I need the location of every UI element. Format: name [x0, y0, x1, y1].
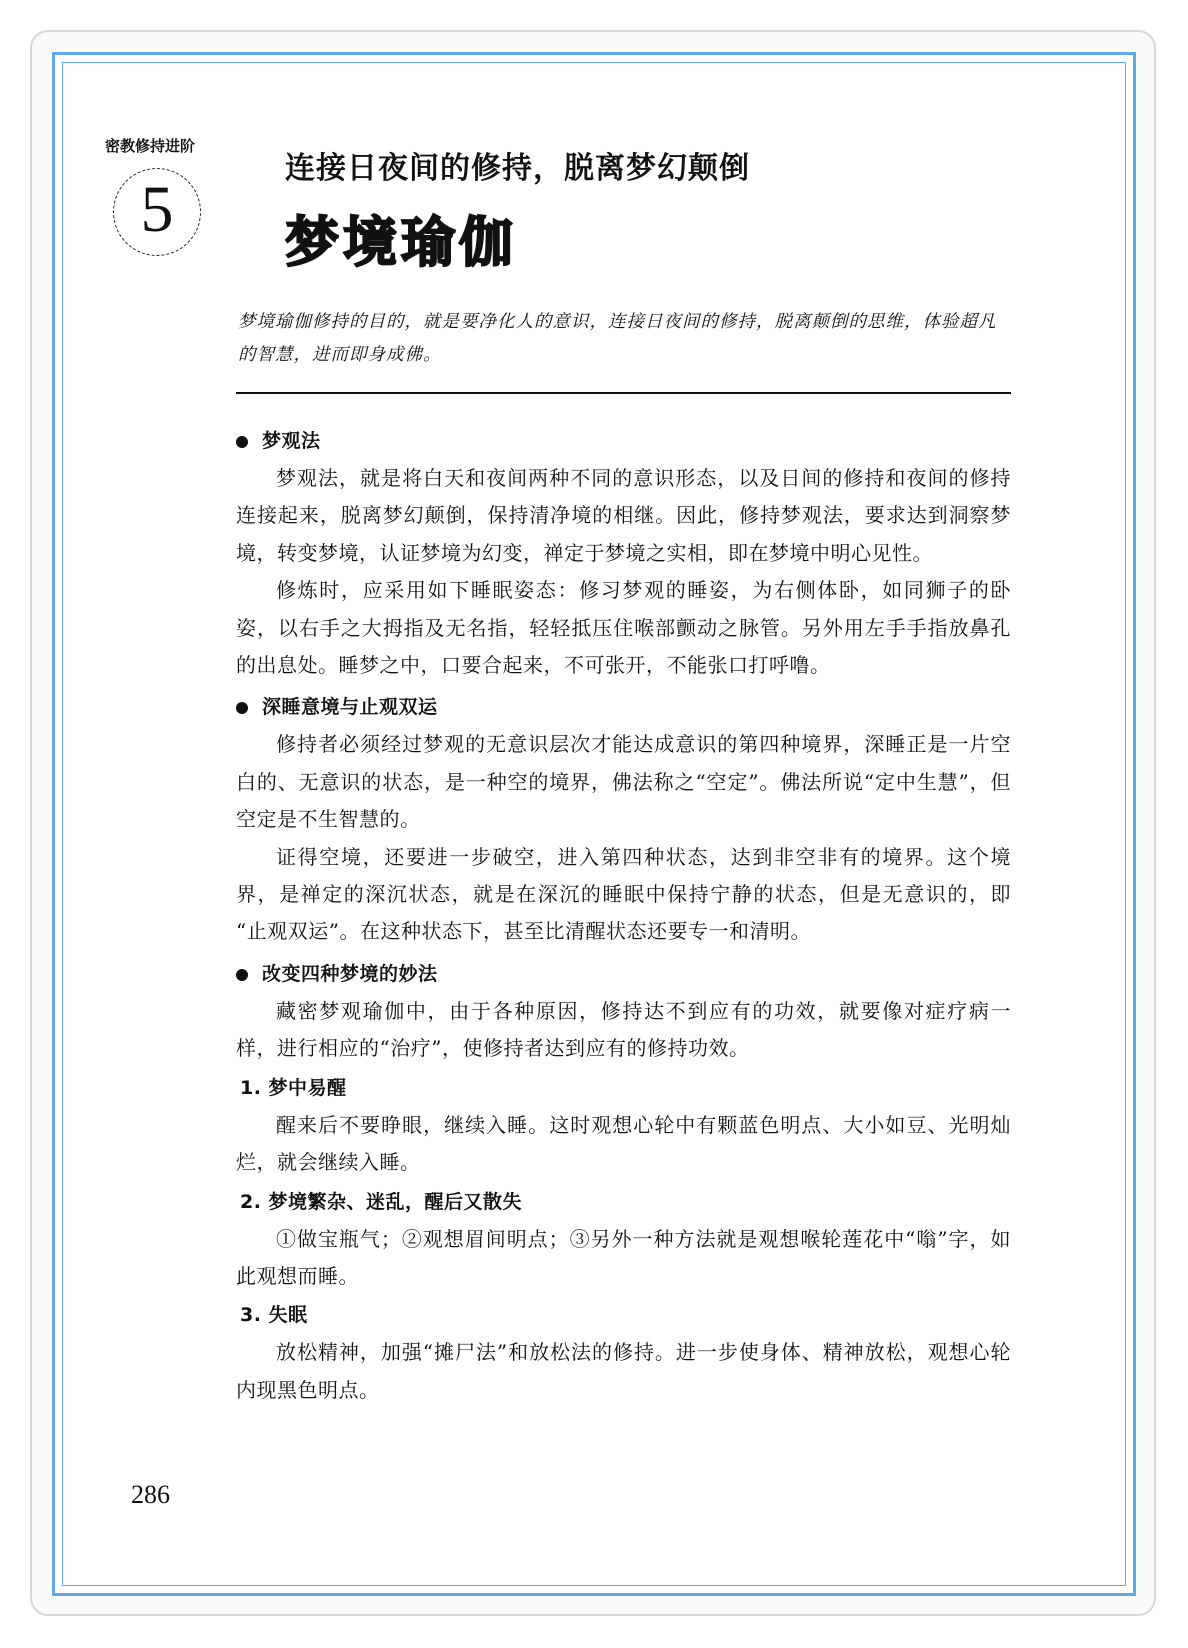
chapter-subtitle: 连接日夜间的修持，脱离梦幻颠倒 [285, 151, 750, 186]
numbered-heading: 1. 梦中易醒 [240, 1076, 347, 1099]
body-paragraph: 修持者必须经过梦观的无意识层次才能达成意识的第四种境界，深睡正是一片空白的、无意识的状态，是一种空的境界，佛法称之“空定”。佛法所说“定中生慧”，但空定是不生智慧的。 [236, 732, 1011, 832]
header-divider [236, 392, 1011, 394]
numbered-heading: 3. 失眠 [240, 1304, 308, 1327]
section-heading-text: 梦观法 [262, 430, 321, 452]
series-label: 密教修持进阶 [105, 137, 196, 155]
section-heading [236, 955, 1011, 993]
bullet-icon [236, 969, 248, 981]
bullet-icon [236, 436, 248, 448]
bullet-icon [236, 702, 248, 714]
numbered-heading: 2. 梦境繁杂、迷乱，醒后又散失 [240, 1190, 523, 1213]
chapter-number-badge [113, 168, 201, 256]
section-heading-text: 改变四种梦境的妙法 [262, 962, 438, 985]
chapter-number: 5 [140, 173, 174, 246]
body-paragraph: 藏密梦观瑜伽中，由于各种原因，修持达不到应有的功效，就要像对症疗病一样，进行相应的“治疗”，使修持者达到应有的修持功效。 [236, 998, 1011, 1061]
body-paragraph: ①做宝瓶气；②观想眉间明点；③另外一种方法就是观想喉轮莲花中“嗡”字，如此观想而睡。 [236, 1226, 1011, 1288]
section-heading [236, 422, 1011, 460]
body-paragraph: 醒来后不要睁眼，继续入睡。这时观想心轮中有颗蓝色明点、大小如豆、光明灿烂，就会继续入睡。 [236, 1112, 1011, 1175]
chapter-title: 梦境瑜伽 [285, 211, 517, 274]
chapter-intro: 梦境瑜伽修持的目的，就是要净化人的意识，连接日夜间的修持，脱离颠倒的思维，体验超凡的智慧，进而即身成佛。 [238, 312, 997, 365]
chapter-body [236, 418, 1011, 1409]
body-paragraph: 放松精神，加强“摊尸法”和放松法的修持。进一步使身体、精神放松，观想心轮内现黑色明点。 [236, 1340, 1011, 1402]
body-paragraph: 证得空境，还要进一步破空，进入第四种状态，达到非空非有的境界。这个境界，是禅定的深沉状态，就是在深沉的睡眠中保持宁静的状态，但是无意识的，即 “止观双运”。在这种状态下，甚至比清醒状态还要专一和清明。 [236, 844, 1011, 944]
body-paragraph: 梦观法，就是将白天和夜间两种不同的意识形态，以及日间的修持和夜间的修持连接起来，脱离梦幻颠倒，保持清净境的相继。因此，修持梦观法，要求达到洞察梦境，转变梦境，认证梦境为幻变，禅定于梦境之实相，即在梦境中明心见性。 [236, 466, 1011, 565]
section-heading [236, 688, 1011, 726]
page-number: 286 [131, 1480, 170, 1509]
body-paragraph: 修炼时，应采用如下睡眠姿态：修习梦观的睡姿，为右侧体卧，如同狮子的卧姿，以右手之大拇指及无名指，轻轻抵压住喉部颤动之脉管。另外用左手手指放鼻孔的出息处。睡梦之中，口要合起来，不可张开，不能张口打呼噜。 [236, 578, 1011, 678]
section-heading-text: 深睡意境与止观双运 [262, 696, 438, 719]
